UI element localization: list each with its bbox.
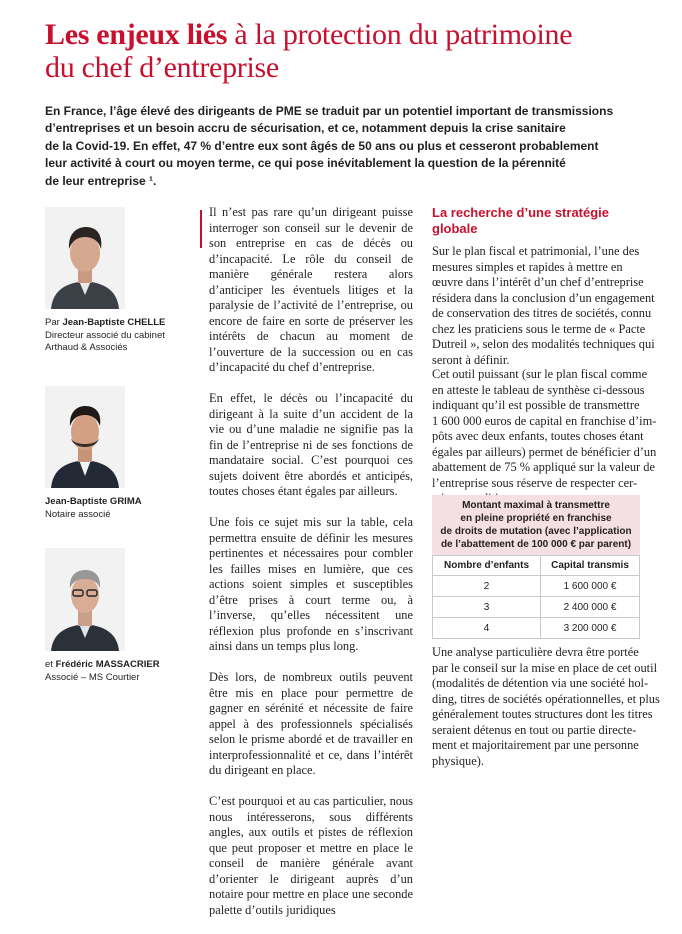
author-photo (45, 207, 125, 309)
author-info (45, 659, 175, 684)
right-paragraph-1 (432, 244, 655, 368)
author-photo (45, 548, 125, 651)
cell-children: 4 (433, 618, 541, 639)
author-info (45, 317, 175, 355)
table-row (433, 576, 640, 597)
text-line: généralement toutes structures dont les titres (432, 707, 653, 721)
title-bold-part: Les enjeux liés (45, 18, 228, 51)
dropcap-bar (200, 210, 202, 248)
author-role: Notaire associé (45, 508, 111, 520)
author-name: Frédéric MASSACRIER (55, 659, 160, 670)
text-line: pôts avec deux enfants, toutes choses étant (432, 429, 644, 443)
author-role: Associé – MS Courtier (45, 671, 140, 683)
article-title (45, 18, 655, 84)
title-rest: à la protection du patrimoine (227, 18, 573, 51)
column-header-children: Nombre d’enfants (433, 556, 541, 576)
text-line: abattement de 75 % appliqué sur la valeur de (432, 460, 655, 474)
table-caption (432, 495, 640, 555)
table-row (433, 597, 640, 618)
text-line: chez les praticiens sous le terme de « Pacte (432, 321, 646, 336)
text-line: physique). (432, 753, 484, 768)
author-role: Arthaud & Associés (45, 342, 128, 353)
author-card (45, 386, 175, 521)
text-line: Une analyse particulière devra être portée (432, 645, 639, 659)
middle-column (209, 205, 413, 934)
cell-children: 3 (433, 597, 541, 618)
text-line: seront à définir. (432, 352, 510, 367)
cell-capital: 3 200 000 € (541, 618, 640, 639)
body-paragraph: Il n’est pas rare qu’un dirigeant puisse interroger son conseil sur le devenir de son entreprise en cas de décès ou d’incapacité. Le rôle du conseil de manière générale restera alors d’anticiper les éventuels litiges et la paralysie de l’activité de l’entreprise, ou encore de faire en sorte de préserver les intérêts de chacun au moment de l’ouverture de la succession ou en cas d’incapacité du chef d’entreprise. (209, 205, 413, 374)
cell-capital: 2 400 000 € (541, 597, 640, 618)
table-caption-line: de droits de mutation (avec l’application (440, 526, 632, 537)
text-line: de conservation des titres de sociétés, connu (432, 306, 652, 320)
table-grid (432, 555, 640, 639)
author-photo (45, 386, 125, 488)
table-caption-line: Montant maximal à transmettre (462, 500, 610, 511)
right-paragraph-3 (432, 645, 660, 769)
section-heading (432, 205, 642, 237)
author-role: Directeur associé du cabinet (45, 329, 165, 341)
intro-line: de la Covid-19. En effet, 47 % d’entre eux sont âgés de 50 ans ou plus et cesseront probablement (45, 138, 599, 153)
text-line: indiquant qu’il est possible de transmettre (432, 398, 640, 412)
table-caption-line: de l’abattement de 100 000 € par parent) (440, 539, 632, 550)
table-caption-line: en pleine propriété en franchise (460, 513, 612, 524)
table-row (433, 618, 640, 639)
body-paragraph: Une fois ce sujet mis sur la table, cela permettra ensuite de définir les mesures pertinentes et nécessaires pour combler les failles mises en lumière, que ces actions soient simples et susceptibles d’être prises à court terme ou, à l’inverse, qu’elles nécessitent une réflexion plus profonde en s’inscrivant ainsi dans un temps plus long. (209, 515, 413, 653)
text-line: par le conseil sur la mise en place de cet outil (432, 660, 658, 675)
intro-line: leur activité à court ou moyen terme, ce qui pose inévitablement la question de la pérennité (45, 156, 566, 171)
intro-line: de leur entreprise ¹. (45, 173, 157, 188)
author-name: Jean-Baptiste CHELLE (62, 317, 166, 328)
author-card (45, 548, 175, 684)
text-line: Sur le plan fiscal et patrimonial, l’une des (432, 244, 640, 258)
intro-paragraph (45, 103, 614, 190)
text-line: mesures simples et rapides à mettre en (432, 259, 623, 274)
text-line: Dutreil », selon des modalités techniques qui (432, 337, 655, 351)
text-line: seraient détenus en tout ou partie directe- (432, 722, 637, 737)
author-name: Jean-Baptiste GRIMA (45, 496, 142, 507)
transmission-table (432, 495, 640, 639)
section-heading-line: globale (432, 221, 478, 236)
text-line: (modalités de détention via une société hol- (432, 676, 649, 690)
text-line: œuvre dans l’intérêt d’un chef d’entreprise (432, 275, 644, 289)
cell-capital: 1 600 000 € (541, 576, 640, 597)
author-card (45, 207, 175, 355)
text-line: ding, titres de sociétés opérationnelles, et plus (432, 691, 660, 706)
author-prefix: et (45, 659, 56, 670)
cell-children: 2 (433, 576, 541, 597)
intro-line: d’entreprises et un besoin accru de sécurisation, et ce, notamment depuis la crise sanitaire (45, 121, 566, 136)
table-header-row (433, 556, 640, 576)
intro-line: En France, l’âge élevé des dirigeants de PME se traduit par un potentiel important de transmissions (45, 104, 614, 118)
text-line: Cet outil puissant (sur le plan fiscal comme (432, 367, 648, 381)
body-paragraph: Dès lors, de nombreux outils peuvent être mis en place pour permettre de gagner en sérénité et nécessite de faire appel à des professionnels spécialisés selon le prisme abordé et de travailler en interprofessionnalité et ce, dans l’intérêt du dirigeant en place. (209, 670, 413, 777)
author-prefix: Par (45, 317, 63, 328)
column-header-capital: Capital transmis (541, 556, 640, 576)
text-line: 1 600 000 euros de capital en franchise d’im- (432, 413, 657, 428)
title-line2: du chef d’entreprise (45, 51, 279, 84)
text-line: égales par ailleurs) permet de bénéficier d’un (432, 444, 657, 459)
text-line: ment et majoritairement par une personne (432, 738, 639, 752)
body-paragraph: En effet, le décès ou l’incapacité du dirigeant à la suite d’un accident de la vie ou d’une maladie ne signifie pas la fin de l’entreprise ni de ses fonctions de mandataire social. C’est pourquoi ces sujets doivent être abordés et anticipés, toutes choses étant égales par ailleurs. (209, 391, 413, 498)
body-paragraph: C’est pourquoi et au cas particulier, nous nous intéresserons, sous différents angles, aux outils et pistes de réflexion que peut proposer et mettre en place le conseil de manière générale avant d’orienter le dirigeant auprès d’un notaire pour mettre en place une seconde palette d’outils juridiques (209, 794, 413, 917)
text-line: l’entreprise sous réserve de respecter cer- (432, 475, 638, 490)
text-line: résidera dans la conclusion d’un engagement (432, 290, 655, 305)
author-info (45, 496, 175, 521)
section-heading-line: La recherche d’une stratégie (432, 205, 610, 220)
text-line: en atteste le tableau de synthèse ci-dessous (432, 382, 645, 397)
right-paragraph-2 (432, 367, 657, 507)
